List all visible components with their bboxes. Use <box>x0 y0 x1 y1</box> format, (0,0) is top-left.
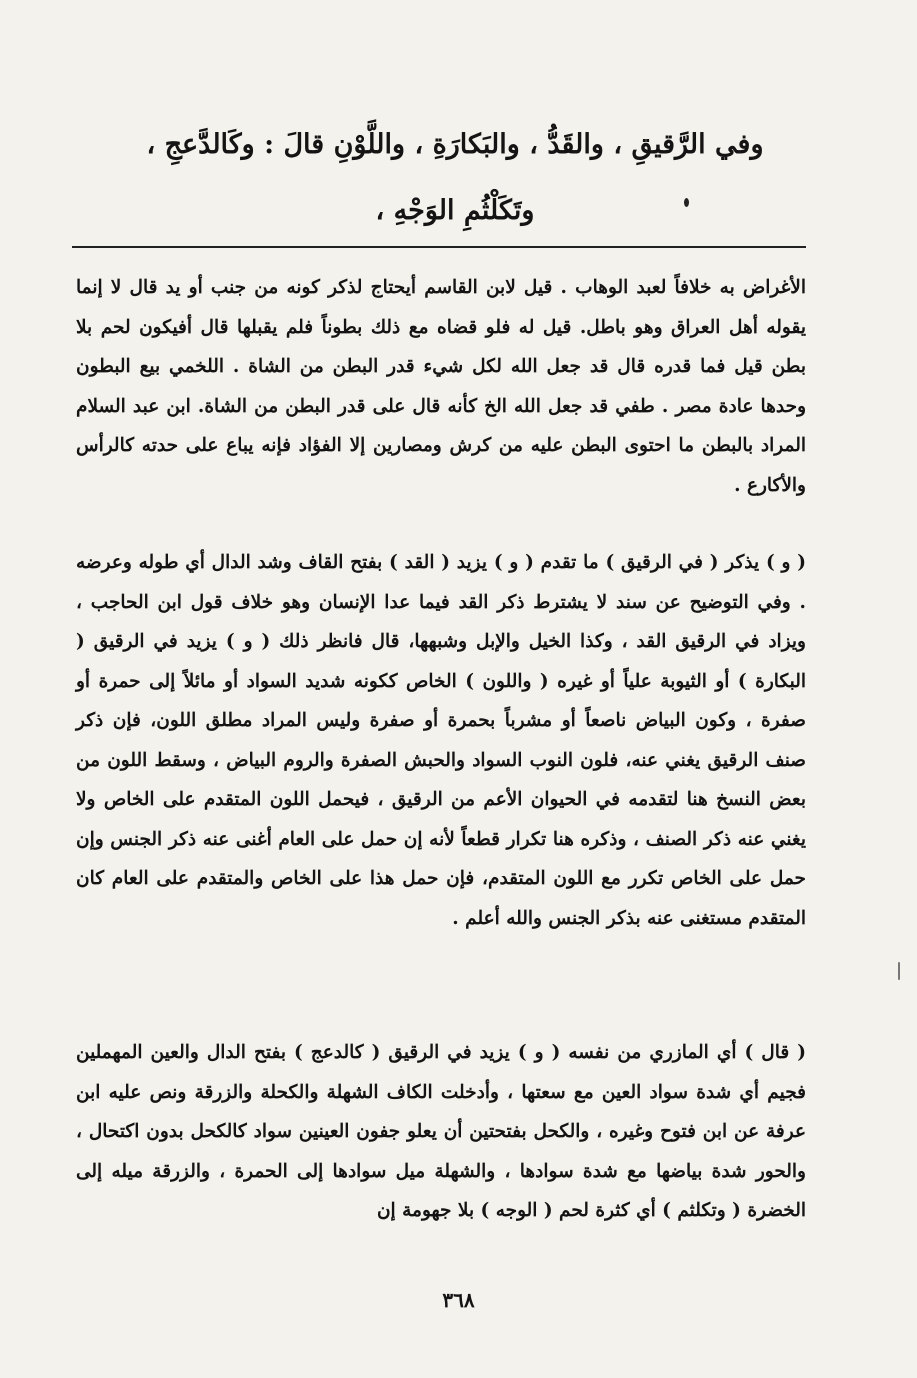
separator-rule <box>72 246 806 248</box>
margin-mark <box>898 962 900 980</box>
ink-dot <box>684 198 689 207</box>
matn-line-1: وفي الرَّقيقِ ، والقَدُّ ، والبَكارَةِ ، واللَّوْنِ قالَ : وكَالدَّعجِ ، <box>146 129 764 160</box>
matn-line-2: وتَكَلْثُمِ الوَجْهِ ، <box>375 195 535 226</box>
commentary-paragraph-3: ( قال ) أي المازري من نفسه ( و ) يزيد في الرقيق ( كالدعج ) بفتح الدال والعين المهملين فجيم أي شدة سواد العين مع سعتها ، وأدخلت الكاف الشهلة والكحلة والزرقة ونص عليه ابن عرفة عن ابن فتوح وغيره ، والكحل بفتحتين أن يعلو جفون العينين سواد كالكحل بدون اكتحال ، والحور شدة بياضها مع شدة سوادها ، والشهلة ميل سوادها إلى الحمرة ، والزرقة ميله إلى الخضرة ( وتكلثم ) أي كثرة لحم ( الوجه ) بلا جهومة إن <box>76 1042 806 1221</box>
page-number: ٣٦٨ <box>442 1288 475 1312</box>
commentary-paragraph-2: ( و ) يذكر ( في الرقيق ) ما تقدم ( و ) يزيد ( القد ) بفتح القاف وشد الدال أي طوله وعرضه . وفي التوضيح عن سند لا يشترط ذكر القد فيما عدا الإنسان وهو خلاف قول ابن الحاجب ، ويزاد في الرقيق القد ، وكذا الخيل والإبل وشبهها، قال فانظر ذلك ( و ) يزيد في الرقيق ( البكارة ) أو الثيوبة علياً أو غيره ( واللون ) الخاص ككونه شديد السواد أو مائلاً إلى حمرة أو صفرة ، وكون البياض ناصعاً أو مشرباً بحمرة أو صفرة وليس المراد مطلق اللون، فإن ذكر صنف الرقيق يغني عنه، فلون النوب السواد والحبش الصفرة والروم البياض ، وسقط اللون من بعض النسخ هنا لتقدمه في الحيوان الأعم من الرقيق ، فيحمل اللون المتقدم على الخاص ولا يغني عنه ذكر الصنف ، وذكره هنا تكرار قطعاً لأنه إن حمل على العام أغنى عنه ذكر الجنس وإن حمل على الخاص تكرر مع اللون المتقدم، فإن حمل هذا على الخاص والمتقدم على العام كان المتقدم مستغنى عنه بذكر الجنس والله أعلم . <box>76 552 806 929</box>
commentary-paragraph-1: الأغراض به خلافاً لعبد الوهاب . قيل لابن القاسم أيحتاج لذكر كونه من جنب أو يد قال لا إنما يقوله أهل العراق وهو باطل. قيل له فلو قضاه مع ذلك بطوناً فلم يقبلها قال أفيكون لحم بلا بطن قيل فما قدره قال قد جعل الله لكل شيء قدر البطن من الشاة . اللخمي بيع البطون وحدها عادة مصر . طفي قد جعل الله الخ كأنه قال على قدر البطن من الشاة. ابن عبد السلام المراد بالبطن ما احتوى البطن عليه من كرش ومصارين إلا الفؤاد فإنه يباع على حدته كالرأس والأكارع . <box>76 277 806 496</box>
